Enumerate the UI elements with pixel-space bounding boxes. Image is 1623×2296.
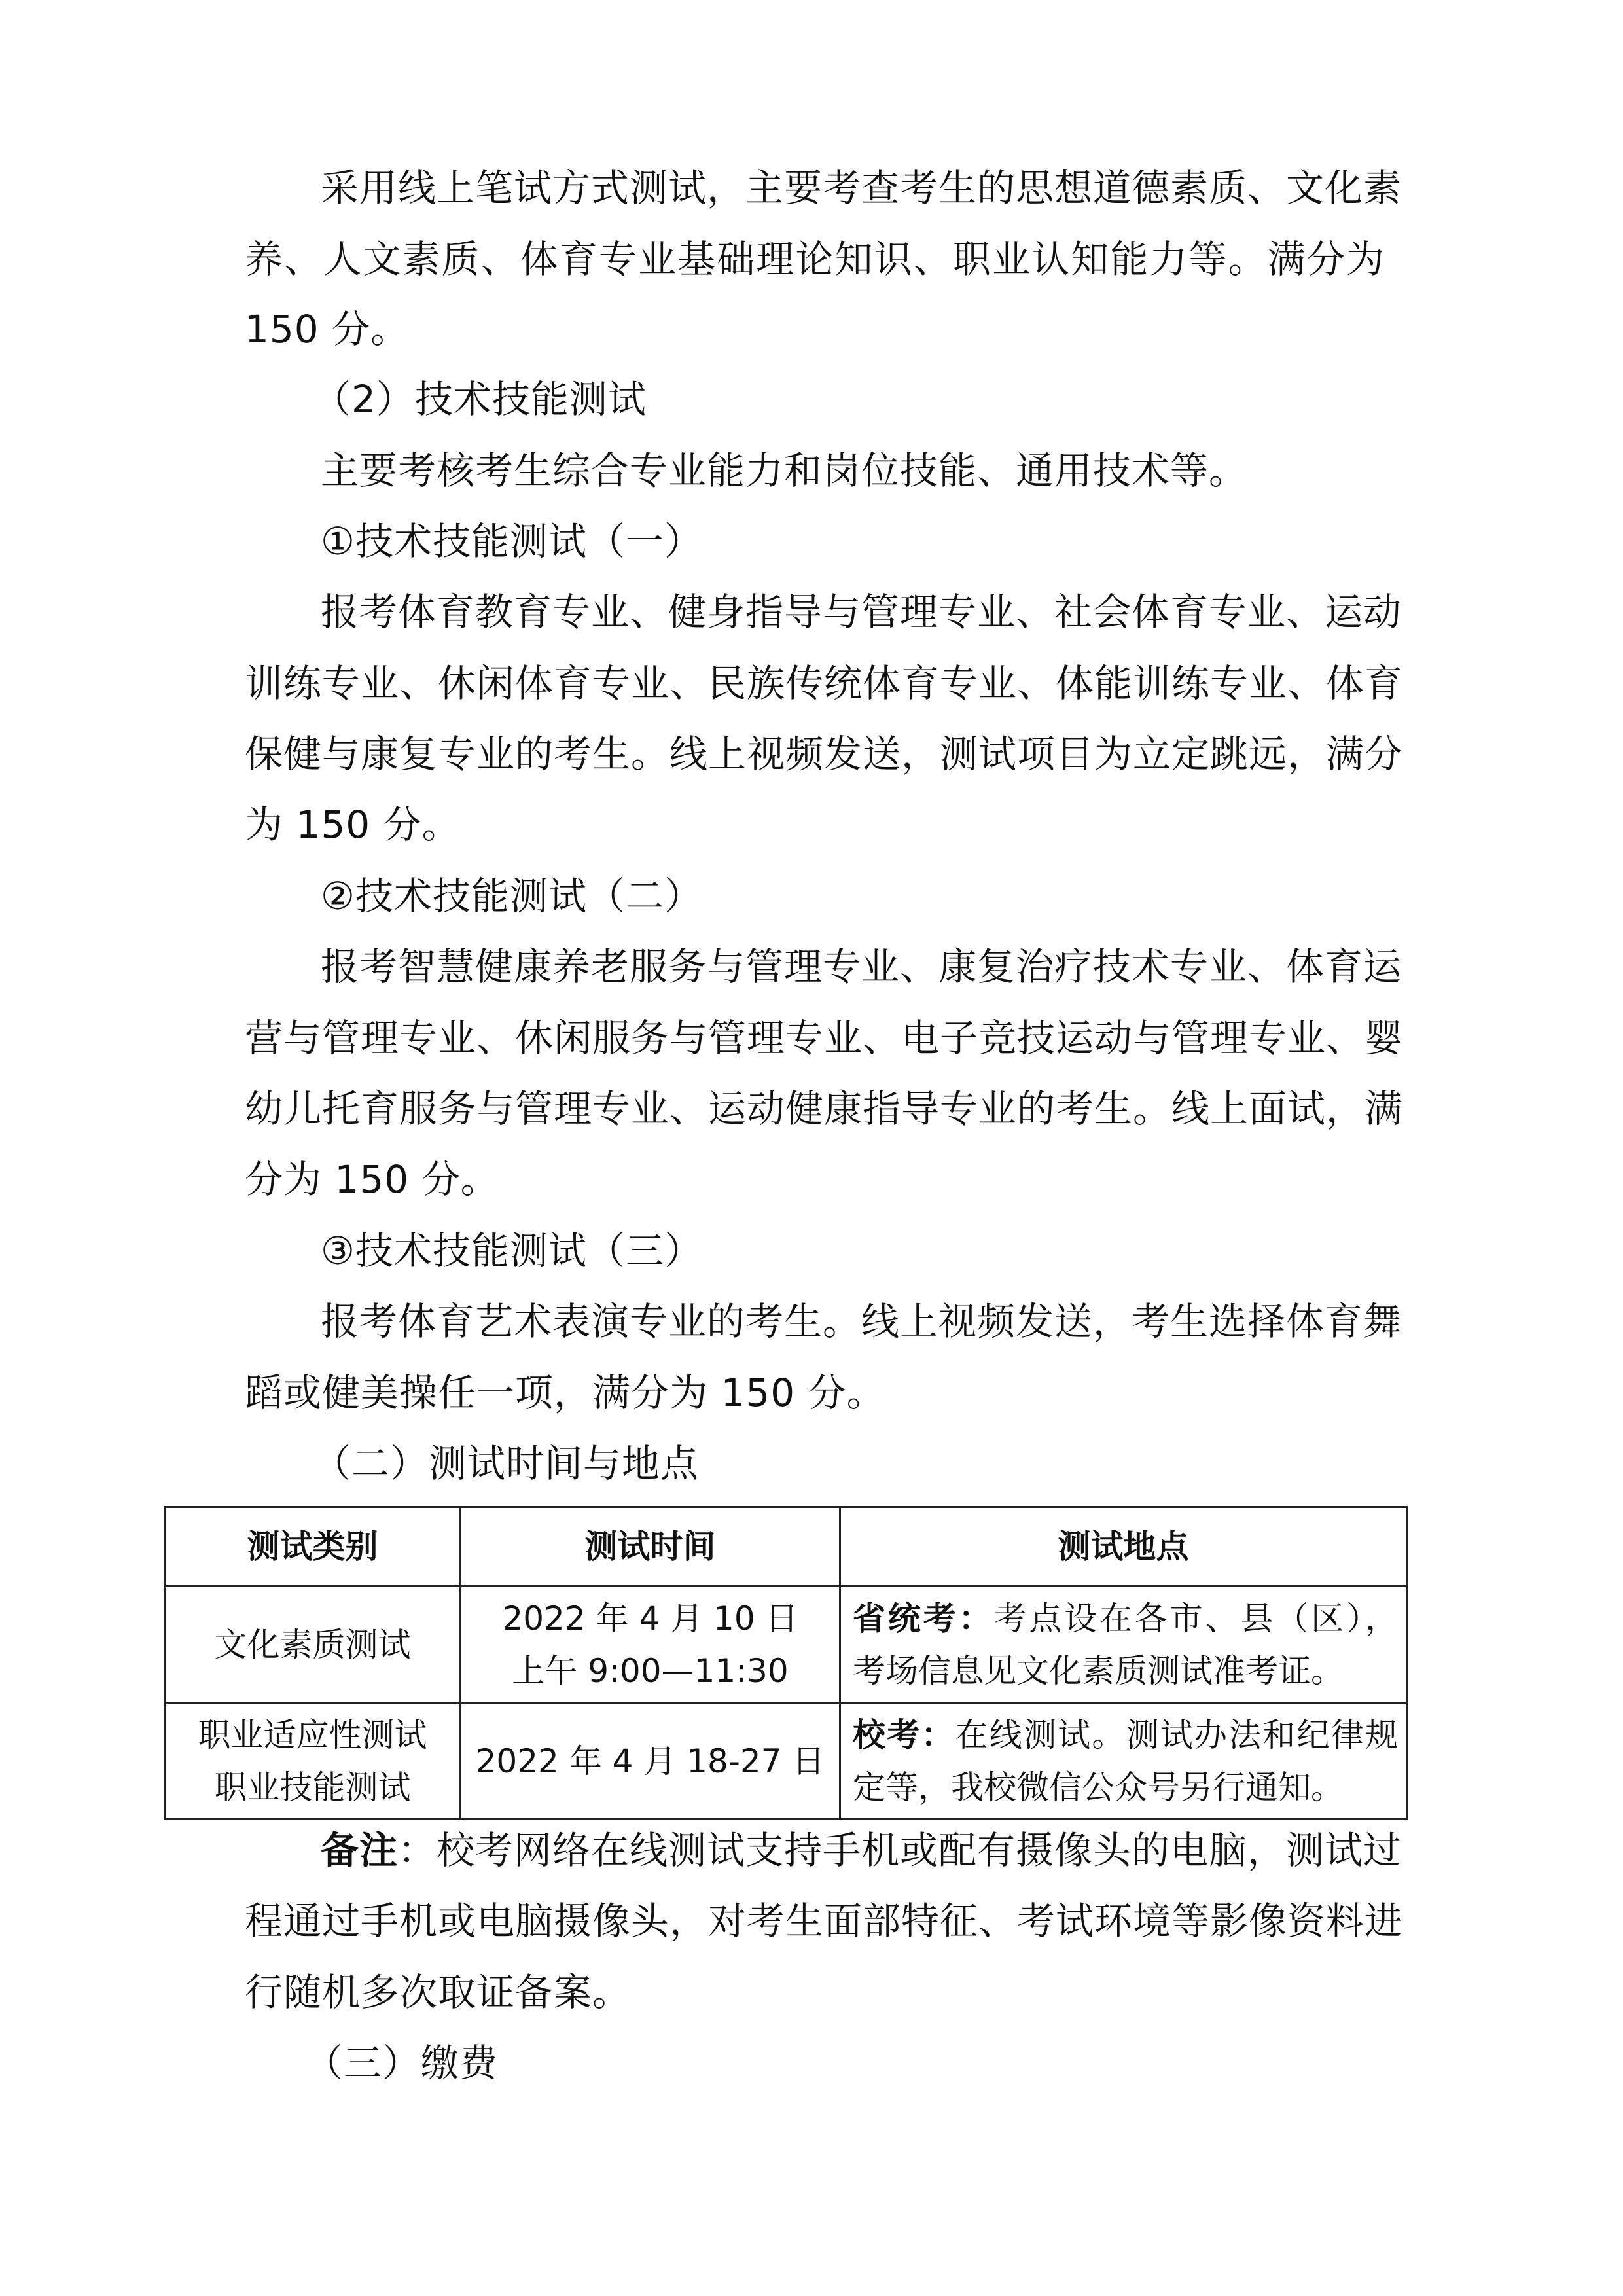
category-cell: [165, 1587, 461, 1704]
paragraph-line: 主要考核考生综合专业能力和岗位技能、通用技术等。: [321, 448, 1248, 493]
category-text: 文化素质测试: [214, 1626, 411, 1664]
paragraph-line: 采用线上笔试方式测试，主要考查考生的思想道德素质、文化素: [321, 166, 1402, 210]
paragraph-line: 分为 150 分。: [245, 1157, 499, 1202]
place-label: 校考：: [853, 1716, 955, 1754]
paragraph-line: 保健与康复专业的考生。线上视频发送，测试项目为立定跳远，满分: [245, 732, 1404, 776]
time-text: 2022 年 4 月 18-27 日: [475, 1742, 825, 1780]
subsection-heading: ①技术技能测试（一）: [321, 519, 703, 564]
paragraph-line: 训练专业、休闲体育专业、民族传统体育专业、体能训练专业、体育: [245, 661, 1404, 706]
time-text: 上午 9:00—11:30: [512, 1652, 789, 1690]
table-header-row: [165, 1507, 1407, 1587]
time-cell: [461, 1704, 840, 1820]
paragraph-line: 蹈或健美操任一项，满分为 150 分。: [245, 1371, 885, 1415]
time-cell: [461, 1587, 840, 1704]
note-text: ：校考网络在线测试支持手机或配有摄像头的电脑，测试过: [398, 1828, 1402, 1873]
table-row: [165, 1587, 1407, 1704]
place-text: 定等，我校微信公众号另行通知。: [853, 1768, 1344, 1806]
section-heading: （2）技术技能测试: [313, 377, 647, 422]
place-cell: [840, 1704, 1407, 1820]
place-label: 省统考：: [853, 1600, 994, 1638]
section-heading: （二）测试时间与地点: [313, 1441, 700, 1486]
category-cell: [165, 1704, 461, 1820]
place-cell: [840, 1587, 1407, 1704]
header-cell: 测试地点: [840, 1507, 1407, 1587]
category-text: 职业适应性测试: [198, 1716, 427, 1754]
place-line: [853, 1592, 1398, 1645]
paragraph-line: 报考智慧健康养老服务与管理专业、康复治疗技术专业、体育运: [321, 944, 1402, 989]
place-line: [853, 1709, 1398, 1761]
paragraph-line: 报考体育教育专业、健身指导与管理专业、社会体育专业、运动: [321, 590, 1402, 634]
subsection-heading: ②技术技能测试（二）: [321, 874, 703, 918]
section-heading: （三）缴费: [305, 2041, 499, 2085]
time-text: 2022 年 4 月 10 日: [502, 1600, 798, 1638]
paragraph-line: 为 150 分。: [245, 802, 461, 847]
category-text: 职业技能测试: [214, 1768, 411, 1806]
paragraph-line: 养、人文素质、体育专业基础理论知识、职业认知能力等。满分为: [245, 237, 1385, 281]
paragraph-line: 程通过手机或电脑摄像头，对考生面部特征、考试环境等影像资料进: [245, 1899, 1404, 1943]
paragraph-line: 行随机多次取证备案。: [245, 1970, 632, 2015]
test-schedule-table: [164, 1506, 1408, 1820]
paragraph-line: 报考体育艺术表演专业的考生。线上视频发送，考生选择体育舞: [321, 1299, 1402, 1344]
note-label: 备注: [321, 1828, 399, 1873]
place-text: 考场信息见文化素质测试准考证。: [853, 1652, 1344, 1690]
paragraph-line: 营与管理专业、休闲服务与管理专业、电子竞技运动与管理专业、婴: [245, 1016, 1404, 1060]
table-row: [165, 1704, 1407, 1820]
header-cell: 测试时间: [461, 1507, 840, 1587]
header-cell: 测试类别: [165, 1507, 461, 1587]
paragraph-line: 150 分。: [245, 307, 410, 351]
place-text: 在线测试。测试办法和纪律规: [955, 1716, 1399, 1754]
paragraph-line: 幼儿托育服务与管理专业、运动健康指导专业的考生。线上面试，满: [245, 1086, 1404, 1131]
subsection-heading: ③技术技能测试（三）: [321, 1229, 703, 1273]
note-line: [321, 1827, 1402, 1874]
place-text: 考点设在各市、县（区），: [993, 1600, 1399, 1638]
